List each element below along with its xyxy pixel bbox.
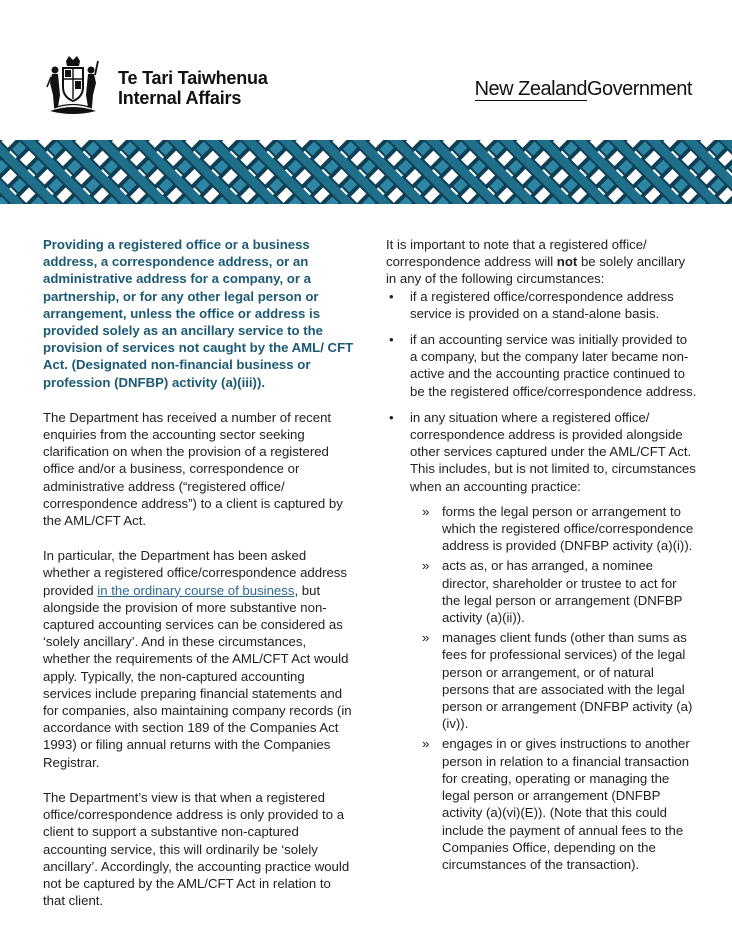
intro-heading: Providing a registered office or a business address, a correspondence address, or an administrative address for a company, or a partnership, or for any other legal person or arrangement, unless the office or address is provided solely as an ancillary service to the provision of services not caught by the AML/ CFT Act. (Designated non-financial business or profession (DNFBP) activity (a)(iii)). [43, 237, 354, 390]
nz-coat-of-arms-icon [46, 55, 100, 117]
sub-list-item: » forms the legal person or arrangement to which the registered office/correspondence address is provided (DNFBP activity (a)(i)). [410, 503, 698, 555]
left-column [43, 236, 355, 927]
sub-list-item: » engages in or gives instructions to another person in relation to a financial transaction for creating, operating or managing the legal person or arrangement (DNFBP activity (a)(vi)(E)). (Note that this could include the payment of annual fees to the Companies Office, depending on the circumstances of the transaction). [410, 735, 698, 873]
list-item-text: in any situation where a registered office/ correspondence address is provided alongside other services captured under the AML/CFT Act. This includes, but is not limited to, circumstances when an accounting practice: [410, 409, 696, 494]
paragraph [43, 547, 355, 771]
lead-text: It is important to note that a registered office/ correspondence address will [386, 237, 647, 270]
lead-paragraph [386, 236, 698, 288]
nz-government-part1: New Zealand [474, 78, 587, 100]
paragraph: The Department’s view is that when a registered office/correspondence address is only provided to a client to support a substantive non-captured accounting service, this will ordinarily be ‘solely ancillary’. Accordingly, the accounting practice would not be captured by the AML/CFT Act in relation to that client. [43, 789, 350, 909]
org-name [118, 68, 268, 108]
emphasis-not: not [556, 254, 578, 270]
sub-list [410, 503, 698, 873]
paragraph: The Department has received a number of recent enquiries from the accounting sector seeking clarification on when the provision of a registered office and/or a business, correspondence or administrative address (“registered office/ correspondence address”) to a client is captured by the AML/CFT Act. [43, 409, 343, 529]
ordinary-course-link[interactable]: in the ordinary course of business [97, 582, 295, 598]
circumstances-list [386, 288, 698, 874]
woven-pattern-banner [0, 140, 732, 204]
list-item: • if an accounting service was initially provided to a company, but the company later became non-active and the accounting practice continued to be the registered office/correspondence address. [386, 331, 698, 400]
page-header [0, 0, 732, 140]
sub-list-item: » manages client funds (other than sums as fees for professional services) of the legal person or arrangement, or of natural persons that are associated with the legal person or arrangement (DNFBP activity (a)(iv)). [410, 629, 698, 732]
paragraph-text: , but alongside the provision of more substantive non-captured accounting services can be considered as ‘solely ancillary’. And in these circumstances, whether the requirements of the AML/CFT Act would apply. Typically, the non-captured accounting services include preparing financial statements and for companies, also maintaining company records (in accordance with section 189 of the Companies Act 1993) or filing annual returns with the Companies Registrar. [43, 582, 352, 770]
org-name-maori: Te Tari Taiwhenua [118, 68, 268, 88]
nz-government-part2: Government [586, 78, 692, 100]
right-column [386, 236, 698, 882]
list-item [386, 409, 698, 873]
paragraph-text: In particular, the Department has been asked whether a registered office/correspondence address provided [43, 548, 347, 598]
org-name-english: Internal Affairs [118, 88, 242, 108]
lead-text: be solely ancillary in any of the following circumstances: [386, 254, 686, 287]
sub-list-item: » acts as, or has arranged, a nominee director, shareholder or trustee to act for the legal person or arrangement (DNFBP activity (a)(ii)). [410, 557, 698, 626]
list-item: • if a registered office/correspondence address service is provided on a stand-alone basis. [386, 288, 698, 322]
nz-government-logo [475, 78, 692, 101]
